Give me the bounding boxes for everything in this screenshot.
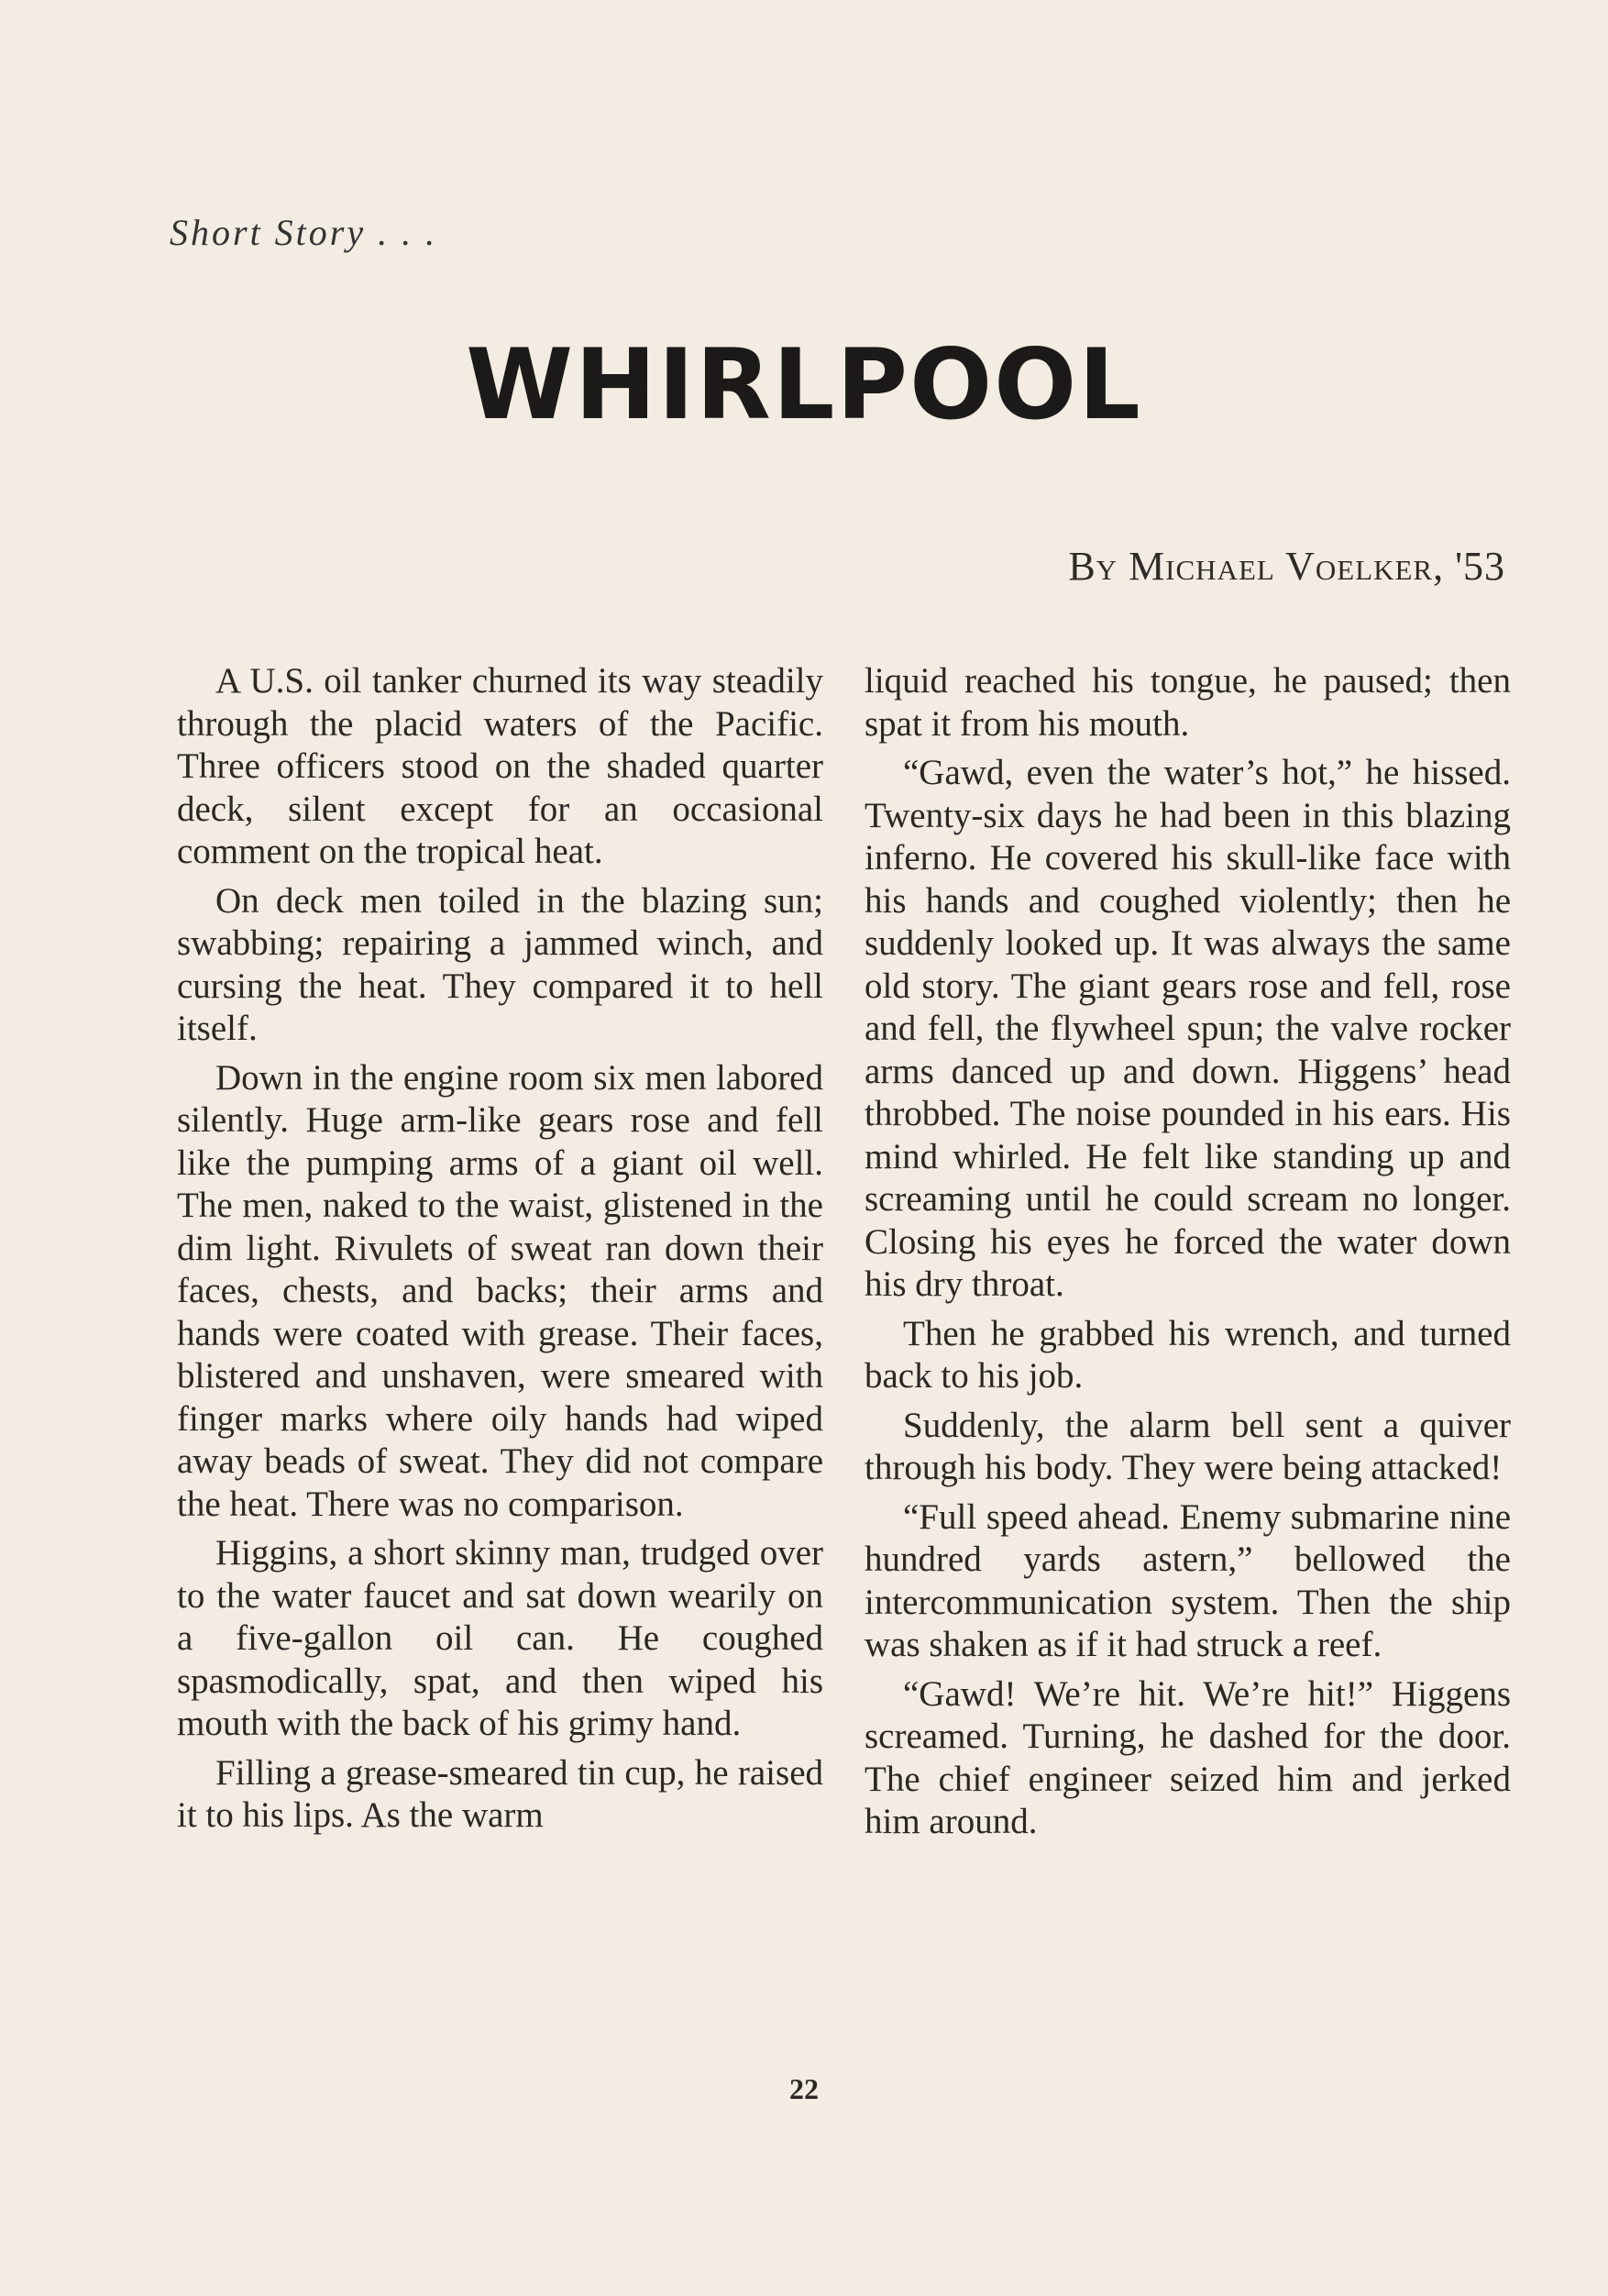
paragraph: liquid reached his tongue, he paused; then spat it from his mouth. xyxy=(865,661,1511,744)
left-column xyxy=(177,660,823,1844)
kicker: Short Story . . . xyxy=(170,212,438,253)
paragraph: On deck men toiled in the blazing sun; swabbing; repairing a jammed winch, and cursing the heat. They compared it to hell itself. xyxy=(177,880,823,1048)
paragraph: “Full speed ahead. Enemy submarine nine hundred yards astern,” bellowed the intercommunication system. Then the ship was shaken as if it had struck a reef. xyxy=(865,1496,1511,1664)
page-number: 22 xyxy=(789,2072,819,2105)
paragraph: A U.S. oil tanker churned its way steadily through the placid waters of the Pacific. Three officers stood on the shaded quarter deck, silent except for an occasional comment on the tropical heat. xyxy=(177,661,823,871)
paragraph: “Gawd! We’re hit. We’re hit!” Higgens screamed. Turning, he dashed for the door. The chief engineer seized him and jerked him around. xyxy=(865,1673,1511,1841)
paragraph: Filling a grease-smeared tin cup, he raised it to his lips. As the warm xyxy=(177,1752,823,1835)
paragraph: Suddenly, the alarm bell sent a quiver through his body. They were being attacked! xyxy=(865,1405,1511,1487)
paragraph: Higgins, a short skinny man, trudged over to the water faucet and sat down wearily on a five-gallon oil can. He coughed spasmodically, spat, and then wiped his mouth with the back of his grimy hand. xyxy=(177,1533,823,1743)
story-title: WHIRLPOOL xyxy=(466,328,1142,441)
paragraph: Down in the engine room six men labored silently. Huge arm-like gears rose and fell like the pumping arms of a giant oil well. The men, naked to the waist, glistened in the dim light. Rivulets of sweat ran down their faces, chests, and backs; their arms and hands were coated with grease. Their faces, blistered and unshaven, were smeared with finger marks where oily hands had wiped away beads of sweat. They did not compare the heat. There was no comparison. xyxy=(177,1057,823,1524)
right-column xyxy=(865,660,1511,1850)
paragraph: Then he grabbed his wrench, and turned back to his job. xyxy=(865,1313,1511,1396)
paragraph: “Gawd, even the water’s hot,” he hissed. Twenty-six days he had been in this blazing inferno. He covered his skull-like face with his hands and coughed violently; then he suddenly looked up. It was always the same old story. The giant gears rose and fell, rose and fell, the flywheel spun; the valve rocker arms danced up and down. Higgens’ head throbbed. The noise pounded in his ears. His mind whirled. He felt like standing up and screaming until he could scream no longer. Closing his eyes he forced the water down his dry throat. xyxy=(865,753,1511,1304)
byline: By Michael Voelker, '53 xyxy=(1068,544,1505,589)
